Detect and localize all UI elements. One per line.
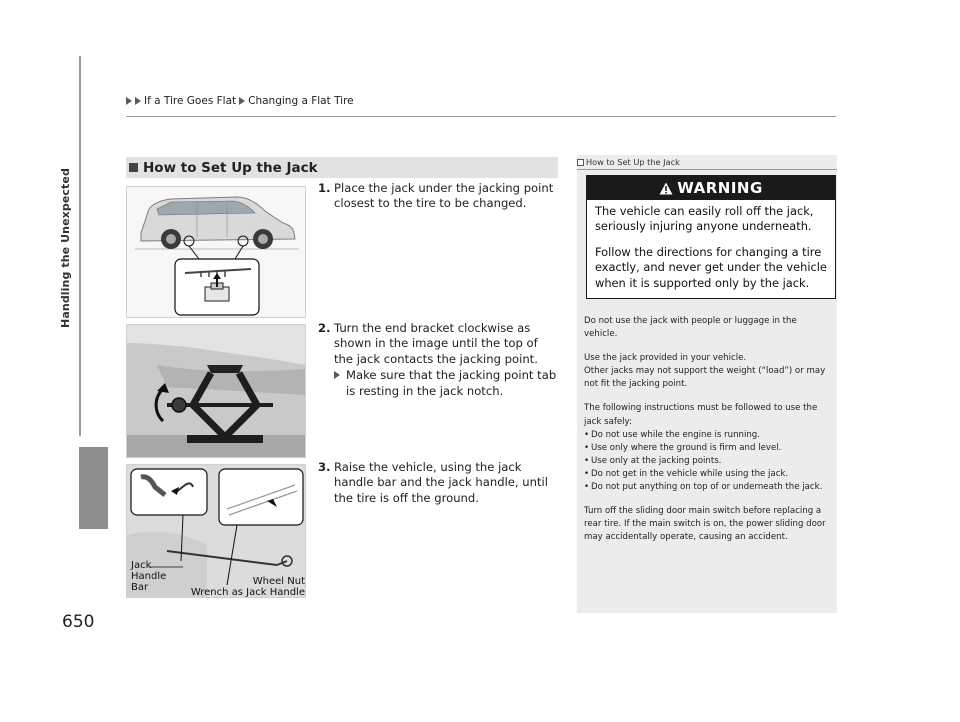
breadcrumb: [126, 95, 354, 107]
step-3: 3. Raise the vehicle, using the jack handle bar and the jack handle, until the tire is off the ground.: [318, 460, 548, 505]
breadcrumb-arrow-icon: [135, 97, 141, 105]
warning-text-1: The vehicle can easily roll off the jack, seriously injuring anyone underneath.: [595, 204, 814, 234]
breadcrumb-arrow-icon: [126, 97, 132, 105]
chapter-tab-label: Handling the Unexpected: [59, 168, 72, 328]
safety-list: [584, 429, 832, 494]
breadcrumb-item-changing[interactable]: Changing a Flat Tire: [248, 95, 354, 107]
step-2-note: Make sure that the jacking point tab is resting in the jack notch.: [334, 368, 560, 399]
notes-body: [584, 315, 832, 555]
list-item: • Use only where the ground is firm and level.: [584, 442, 832, 455]
warning-title: WARNING: [677, 179, 763, 197]
note-arrow-icon: [334, 371, 340, 379]
step-1: 1. Place the jack under the jacking point closest to the tire to be changed.: [318, 181, 554, 211]
reference-box-icon: [577, 159, 584, 166]
warning-box: [586, 175, 836, 299]
list-item: • Do not put anything on top of or underneath the jack.: [584, 481, 832, 494]
label-jack-handle-bar: Jack Handle Bar: [131, 560, 167, 593]
warning-text-2: Follow the directions for changing a tire exactly, and never get under the vehicle when it is supported only by the jack.: [595, 245, 827, 290]
label-wheel-nut-wrench: Wheel Nut Wrench as Jack Handle: [190, 576, 305, 598]
breadcrumb-arrow-icon: [239, 97, 245, 105]
figure-jack-bracket: [126, 324, 306, 458]
note-paragraph: Do not use the jack with people or luggage in the vehicle.: [584, 316, 797, 340]
notes-header-rule: [577, 169, 837, 170]
chapter-tab-marker: [79, 447, 108, 529]
page-number: 650: [62, 612, 95, 632]
figure-jacking-point: [126, 186, 306, 318]
step-2: 2. Turn the end bracket clockwise as shown in the image until the top of the jack contacts the jacking point. Make sure that the jacking point tab is resting in the jack notch.: [318, 321, 560, 399]
list-item: • Do not get in the vehicle while using the jack.: [584, 468, 832, 481]
note-paragraph: Use the jack provided in your vehicle. Other jacks may not support the weight (“load”) or may not fit the jacking point.: [584, 353, 826, 390]
list-item: • Use only at the jacking points.: [584, 455, 832, 468]
note-paragraph: Turn off the sliding door main switch before replacing a rear tire. If the main switch is on, the power sliding door may accidentally operate, causing an accident.: [584, 506, 826, 543]
breadcrumb-item-flat-tire[interactable]: If a Tire Goes Flat: [144, 95, 237, 107]
header-rule: [126, 116, 836, 117]
warning-title-bar: [587, 176, 835, 200]
warning-triangle-icon: [659, 182, 673, 195]
note-paragraph: The following instructions must be followed to use the jack safely:: [584, 403, 818, 427]
notes-header: How to Set Up the Jack: [577, 157, 680, 167]
side-divider: [79, 56, 81, 436]
figure-jack-handle: [126, 464, 306, 598]
section-title: How to Set Up the Jack: [143, 159, 318, 176]
section-square-icon: [129, 163, 138, 172]
list-item: • Do not use while the engine is running.: [584, 429, 832, 442]
section-header: [126, 157, 558, 178]
